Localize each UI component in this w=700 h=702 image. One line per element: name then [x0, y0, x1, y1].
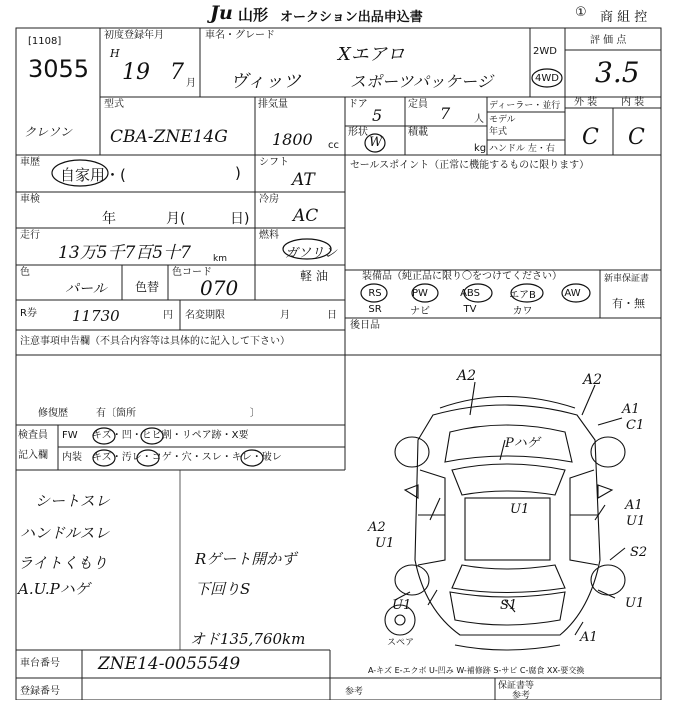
- inspection-label: 車検: [20, 194, 40, 205]
- capacity-label: 定員: [408, 99, 428, 110]
- copy-number: ①: [575, 5, 587, 20]
- color-value: パール: [65, 281, 107, 297]
- interior-label: 内 装: [621, 97, 645, 108]
- deadline-month-unit: 月: [280, 310, 290, 321]
- mileage-unit: km: [213, 254, 227, 264]
- ju-logo: Ju: [210, 2, 233, 24]
- history-value: 自家用・(: [60, 166, 126, 184]
- vehicle-name-line2: ヴィッツ: [230, 71, 301, 92]
- lot-handwritten-note: クレソン: [24, 125, 73, 139]
- shift-label: シフト: [259, 157, 289, 168]
- note-line-4: A.U.Pハゲ: [18, 580, 90, 598]
- lot-code: [1108]: [28, 36, 62, 47]
- rating-score: 3.5: [595, 56, 640, 89]
- equipment-tv: TV: [463, 304, 477, 315]
- color-change-label: 色替: [135, 280, 160, 294]
- inspector-label-2: 記入欄: [18, 450, 48, 461]
- chassis-value: ZNE14-0055549: [98, 654, 241, 674]
- notes-label: 注意事項申告欄（不具合内容等は具体的に記入して下さい）: [20, 336, 290, 347]
- fuel-value-1: ガソリン: [285, 246, 338, 261]
- recycle-unit: 円: [163, 310, 173, 321]
- capacity-value: 7: [440, 104, 451, 123]
- registration-month-unit: 月: [186, 78, 196, 89]
- mark-right-rear: S2: [630, 545, 648, 560]
- odometer-note: オド135,760km: [190, 630, 306, 648]
- mark-right-front-2: C1: [626, 418, 645, 433]
- dealer-label: ディーラー・並行: [489, 101, 561, 111]
- recycle-value: 11730: [72, 307, 120, 325]
- equipment-sr: SR: [368, 304, 382, 315]
- aircon-value: AC: [293, 206, 319, 226]
- doors-value: 5: [372, 106, 383, 125]
- lot-number: 3055: [28, 55, 90, 83]
- equipment-rs: RS: [368, 288, 382, 299]
- ref-2: 保証書等: [498, 681, 535, 691]
- shape-value: W: [369, 135, 383, 150]
- load-label: 積載: [408, 127, 428, 138]
- inspector-int-label: 内装: [62, 452, 82, 463]
- doors-label: ドア: [348, 99, 368, 110]
- deadline-label: 名変期限: [185, 310, 225, 321]
- after-install-label: 後日品: [350, 320, 380, 331]
- equipment-airbag: エアB: [509, 290, 536, 301]
- equipment-navi: ナビ: [410, 306, 430, 317]
- new-car-warranty-label: 新車保証書: [604, 274, 650, 284]
- inspection-day-unit: 日): [230, 211, 250, 227]
- mark-left-side-2: U1: [375, 536, 395, 551]
- mark-rear-right: U1: [625, 596, 645, 611]
- spare-label: スペア: [387, 638, 415, 648]
- repair-close: 〕: [250, 408, 260, 419]
- displacement-value: 1800: [272, 130, 313, 149]
- registration-month: 7: [170, 60, 184, 85]
- registration-era: H: [110, 47, 120, 60]
- equipment-aw: AW: [564, 288, 581, 299]
- mark-left-side: A2: [368, 520, 386, 535]
- damage-legend: A-キズ E-エクボ U-凹み W-補修跡 S-サビ C-腐食 XX-要交換: [368, 666, 585, 675]
- handle-label: ハンドル 左・右: [489, 144, 555, 154]
- model-value: CBA-ZNE14G: [110, 127, 228, 147]
- model-year-label-2: 年式: [489, 127, 508, 137]
- drive-4wd: 4WD: [535, 73, 559, 84]
- inspector-int-items: キズ・汚レ・コゲ・穴・スレ・キレ・破レ: [92, 452, 282, 463]
- note-line-3: ライトくもり: [18, 554, 108, 572]
- copy-type: 商 組 控: [600, 10, 648, 25]
- inspector-fw-items: キズ・凹・ヒビ割・リペア跡・X要: [92, 430, 249, 441]
- mark-left-rear: U1: [392, 598, 412, 613]
- ref-1: 参考: [345, 687, 364, 697]
- vehicle-name-line1: Xエアロ: [338, 44, 405, 65]
- sales-point-label: セールスポイント（正常に機能するものに限ります）: [350, 160, 590, 171]
- shift-value: AT: [292, 170, 315, 190]
- inspection-month-unit: 月(: [166, 211, 186, 227]
- load-unit: kg: [474, 143, 487, 154]
- deadline-day-unit: 日: [327, 310, 337, 321]
- note-line-1: シートスレ: [35, 492, 110, 510]
- mark-right-front: A1: [622, 402, 640, 417]
- equipment-row-1: [355, 286, 600, 301]
- exterior-value: C: [582, 125, 599, 150]
- shape-label: 形状: [348, 127, 368, 138]
- history-label: 車歴: [20, 157, 40, 168]
- mark-roof: U1: [510, 502, 530, 517]
- vehicle-name-line3: スポーツパッケージ: [350, 72, 493, 91]
- mileage-label: 走行: [20, 230, 40, 241]
- equipment-row-2: [355, 302, 600, 317]
- registration-year: 19: [122, 60, 150, 85]
- color-code-label: 色コード: [172, 267, 212, 278]
- mark-front-right: A2: [583, 372, 603, 388]
- model-label: 型式: [104, 99, 124, 110]
- vehicle-name-label: 車名・グレード: [205, 30, 275, 41]
- recycle-label: R券: [20, 308, 37, 319]
- drive-2wd: 2WD: [533, 46, 557, 57]
- equipment-label: 装備品（純正品に限り〇をつけてください）: [362, 271, 562, 282]
- fuel-value-2: 軽 油: [300, 269, 328, 283]
- mark-trunk: S1: [500, 598, 518, 613]
- registration-label: 初度登録年月: [104, 30, 164, 41]
- registration-number-label: 登録番号: [20, 686, 60, 697]
- ref-3: 参考: [512, 691, 531, 701]
- note-line-2: ハンドルスレ: [20, 524, 110, 542]
- model-year-label-1: モデル: [489, 115, 516, 125]
- mark-right-side-2: U1: [626, 514, 646, 529]
- aircon-label: 冷房: [259, 194, 279, 205]
- form-title: オークション出品申込書: [280, 10, 423, 25]
- note-right-2: 下回りS: [195, 580, 251, 598]
- inspector-label-1: 検査員: [18, 430, 48, 441]
- equipment-leather: カワ: [512, 306, 533, 317]
- inspection-year-unit: 年: [102, 211, 116, 227]
- new-car-warranty-value: 有・無: [612, 297, 645, 310]
- inspector-fw-label: FW: [62, 430, 78, 441]
- rating-label: 評 価 点: [590, 35, 627, 46]
- repair-label: 修復歴: [38, 408, 68, 419]
- history-close: ): [235, 164, 241, 182]
- displacement-label: 排気量: [258, 99, 288, 110]
- mileage-value: 13万5千7百5十7: [58, 243, 191, 263]
- mark-front-left: A2: [457, 368, 477, 384]
- mark-hood: Pハゲ: [505, 436, 540, 451]
- brand-name: 山形: [238, 6, 269, 24]
- equipment-pw: PW: [412, 288, 428, 299]
- color-label: 色: [20, 267, 30, 278]
- exterior-label: 外 装: [574, 97, 598, 108]
- repair-value: 有〔箇所: [96, 408, 136, 419]
- equipment-abs: ABS: [460, 288, 480, 299]
- chassis-label: 車台番号: [20, 658, 60, 669]
- interior-value: C: [628, 125, 645, 150]
- note-right-1: Rゲート開かず: [195, 550, 297, 568]
- capacity-unit: 人: [474, 114, 484, 125]
- fuel-label: 燃料: [259, 230, 279, 241]
- displacement-unit: cc: [328, 140, 339, 151]
- mark-right-side: A1: [625, 498, 643, 513]
- color-code-value: 070: [200, 276, 239, 300]
- mark-rear-left: A1: [580, 630, 598, 645]
